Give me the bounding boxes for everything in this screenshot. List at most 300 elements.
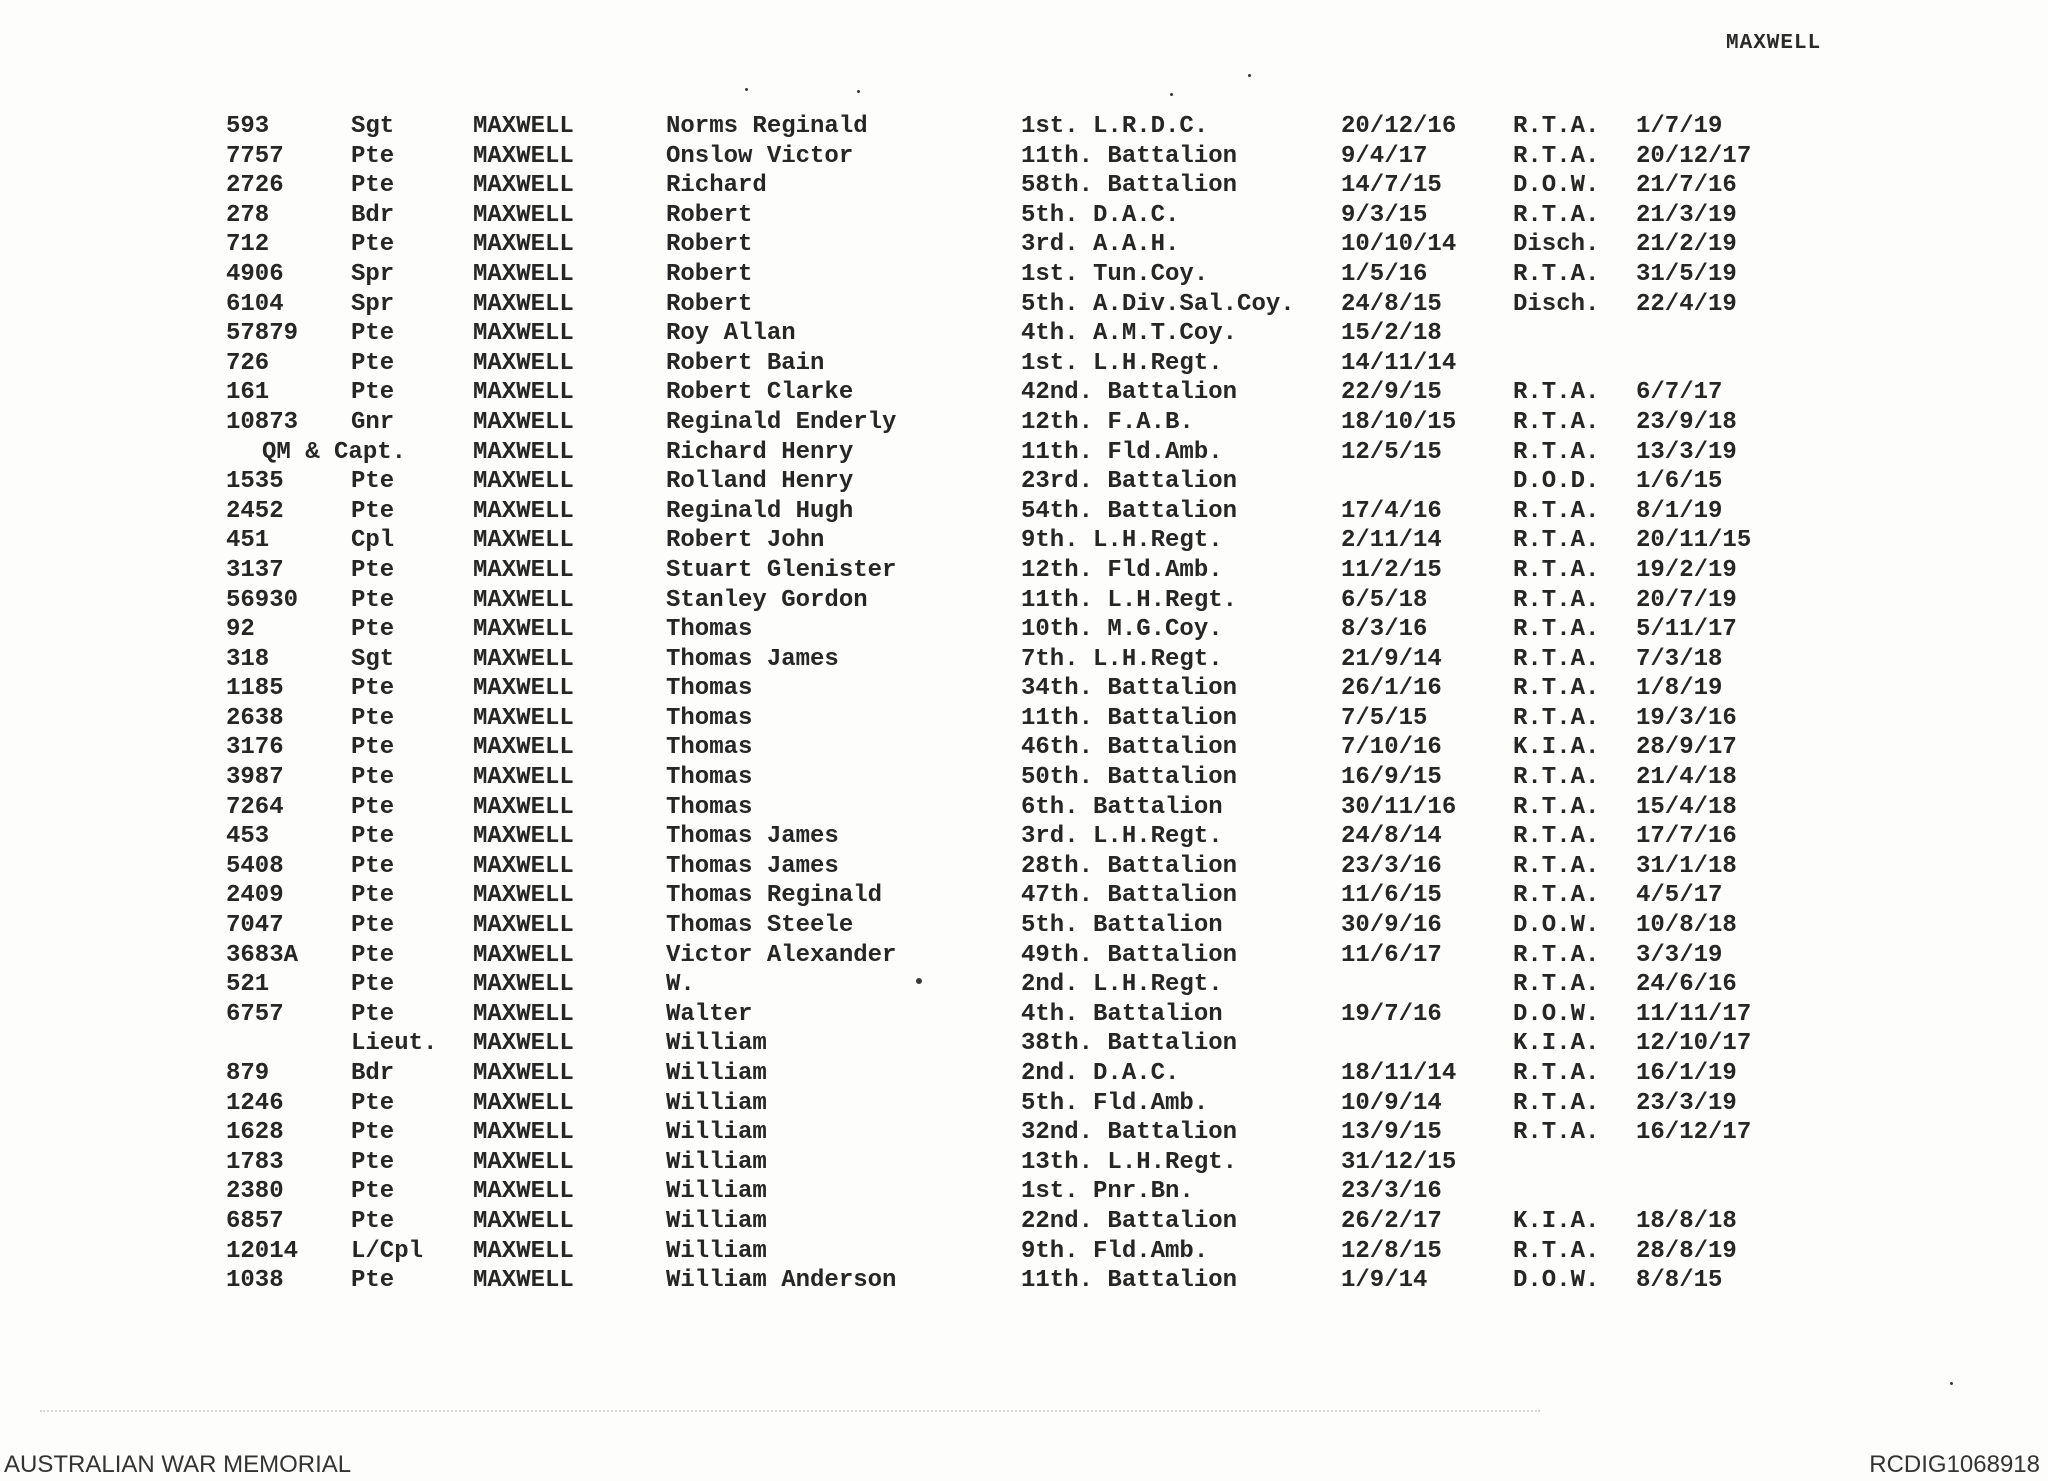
surname: MAXWELL — [473, 172, 574, 200]
fate-date: 13/3/19 — [1636, 438, 1737, 466]
service-number: 1038 — [226, 1267, 284, 1295]
fate: K.I.A. — [1513, 1030, 1600, 1058]
surname: MAXWELL — [473, 497, 574, 525]
service-number: 6857 — [226, 1207, 284, 1235]
given-names: Thomas Reginald — [666, 882, 883, 910]
archive-credit: AUSTRALIAN WAR MEMORIAL — [4, 1451, 352, 1478]
fate-date: 20/11/15 — [1636, 527, 1752, 555]
fate: R.T.A. — [1513, 645, 1600, 673]
fate: R.T.A. — [1513, 971, 1600, 999]
given-names: Thomas Steele — [666, 912, 854, 940]
enlistment-date: 11/6/17 — [1341, 941, 1442, 969]
given-names: William — [666, 1060, 767, 1087]
fate: R.T.A. — [1513, 379, 1600, 407]
fate-date: 28/8/19 — [1636, 1237, 1737, 1265]
fate: R.T.A. — [1513, 764, 1600, 792]
surname: MAXWELL — [473, 586, 574, 614]
unit: 12th. F.A.B. — [1021, 408, 1194, 436]
surname: MAXWELL — [473, 1000, 574, 1028]
rank: Pte — [351, 1148, 395, 1176]
rank: Sgt — [351, 113, 395, 140]
fate: R.T.A. — [1513, 1237, 1600, 1265]
given-names: W. — [666, 971, 695, 999]
unit: 9th. Fld.Amb. — [1021, 1237, 1209, 1265]
surname: MAXWELL — [473, 408, 574, 436]
unit: 46th. Battalion — [1021, 734, 1238, 762]
given-names: Richard — [666, 172, 767, 200]
unit: 1st. Pnr.Bn. — [1021, 1178, 1194, 1206]
rank: Pte — [351, 912, 395, 940]
rank: Pte — [351, 616, 395, 644]
enlistment-date: 31/12/15 — [1341, 1148, 1457, 1176]
unit: 49th. Battalion — [1021, 941, 1238, 969]
surname: MAXWELL — [473, 882, 574, 910]
rank: Pte — [351, 379, 395, 407]
enlistment-date: 10/9/14 — [1341, 1089, 1442, 1117]
service-number: 56930 — [226, 586, 299, 614]
fate: Disch. — [1513, 231, 1600, 259]
fate-date: 1/8/19 — [1636, 675, 1723, 703]
surname: MAXWELL — [473, 142, 574, 170]
surname: MAXWELL — [473, 379, 574, 407]
unit: 11th. Battalion — [1021, 1267, 1238, 1295]
service-number: 1535 — [226, 468, 284, 496]
given-names: Stanley Gordon — [666, 586, 868, 614]
unit: 10th. M.G.Coy. — [1021, 616, 1223, 644]
service-number: 6104 — [226, 290, 284, 318]
given-names: Onslow Victor — [666, 142, 854, 170]
service-number: 278 — [226, 201, 270, 229]
fate: R.T.A. — [1513, 882, 1600, 910]
archive-reference: RCDIG1068918 — [1869, 1451, 2040, 1478]
unit: 1st. L.R.D.C. — [1021, 113, 1209, 140]
fate: R.T.A. — [1513, 438, 1600, 466]
rank: Pte — [351, 1207, 395, 1235]
service-number: 593 — [226, 113, 270, 140]
service-number: 4906 — [226, 260, 284, 288]
fate-date: 5/11/17 — [1636, 616, 1737, 644]
surname: MAXWELL — [473, 320, 574, 348]
rank: Pte — [351, 971, 395, 999]
enlistment-date: 12/5/15 — [1341, 438, 1442, 466]
unit: 12th. Fld.Amb. — [1021, 556, 1223, 584]
fate-date: 31/5/19 — [1636, 260, 1737, 288]
ink-speck — [857, 90, 860, 93]
enlistment-date: 14/11/14 — [1341, 349, 1457, 377]
service-number: 2380 — [226, 1178, 284, 1206]
surname: MAXWELL — [473, 468, 574, 496]
enlistment-date: 17/4/16 — [1341, 497, 1442, 525]
unit: 9th. L.H.Regt. — [1021, 527, 1223, 555]
ink-speck — [1950, 1382, 1953, 1385]
fate: R.T.A. — [1513, 497, 1600, 525]
fate: R.T.A. — [1513, 704, 1600, 732]
fate: R.T.A. — [1513, 675, 1600, 703]
given-names: Thomas — [666, 734, 753, 762]
enlistment-date: 6/5/18 — [1341, 586, 1428, 614]
unit: 23rd. Battalion — [1021, 468, 1238, 496]
enlistment-date: 13/9/15 — [1341, 1119, 1442, 1147]
fate: R.T.A. — [1513, 260, 1600, 288]
given-names: Thomas — [666, 764, 753, 792]
given-names: Thomas — [666, 616, 753, 644]
rank: Pte — [351, 941, 395, 969]
rank: Pte — [351, 1178, 395, 1206]
enlistment-date: 26/1/16 — [1341, 675, 1442, 703]
fate: R.T.A. — [1513, 408, 1600, 436]
surname: MAXWELL — [473, 1119, 574, 1147]
fate-date: 23/3/19 — [1636, 1089, 1737, 1117]
fate-date: 4/5/17 — [1636, 882, 1723, 910]
surname: MAXWELL — [473, 1237, 574, 1265]
fate-date: 31/1/18 — [1636, 852, 1737, 880]
enlistment-date: 20/12/16 — [1341, 113, 1457, 140]
given-names: Reginald Enderly — [666, 408, 897, 436]
surname: MAXWELL — [473, 1178, 574, 1206]
rank: Pte — [351, 586, 395, 614]
enlistment-date: 11/6/15 — [1341, 882, 1442, 910]
unit: 5th. Fld.Amb. — [1021, 1089, 1209, 1117]
fate-date: 20/12/17 — [1636, 142, 1752, 170]
enlistment-date: 11/2/15 — [1341, 556, 1442, 584]
fate-date: 19/3/16 — [1636, 704, 1737, 732]
rank: Pte — [351, 882, 395, 910]
enlistment-date: 1/5/16 — [1341, 260, 1428, 288]
rank: Pte — [351, 793, 395, 821]
ink-speck — [1170, 93, 1173, 96]
service-number: 92 — [226, 616, 255, 644]
enlistment-date: 23/3/16 — [1341, 1178, 1442, 1206]
rank: Pte — [351, 1089, 395, 1117]
service-number: 2452 — [226, 497, 284, 525]
unit: 22nd. Battalion — [1021, 1207, 1238, 1235]
surname: MAXWELL — [473, 941, 574, 969]
unit: 2nd. L.H.Regt. — [1021, 971, 1223, 999]
fate: R.T.A. — [1513, 1060, 1600, 1087]
enlistment-date: 14/7/15 — [1341, 172, 1442, 200]
surname: MAXWELL — [473, 1089, 574, 1117]
page-surname-heading: MAXWELL — [1726, 32, 1822, 55]
fate-date: 1/7/19 — [1636, 113, 1723, 140]
given-names: Thomas — [666, 675, 753, 703]
surname: MAXWELL — [473, 1060, 574, 1087]
fate: R.T.A. — [1513, 113, 1600, 140]
surname: MAXWELL — [473, 290, 574, 318]
fate-date: 8/8/15 — [1636, 1267, 1723, 1295]
enlistment-date: 22/9/15 — [1341, 379, 1442, 407]
ink-speck — [1248, 74, 1251, 77]
enlistment-date: 19/7/16 — [1341, 1000, 1442, 1028]
enlistment-date: 18/11/14 — [1341, 1060, 1457, 1087]
enlistment-date: 26/2/17 — [1341, 1207, 1442, 1235]
rank: Pte — [351, 1119, 395, 1147]
service-number: 161 — [226, 379, 270, 407]
service-number: 2638 — [226, 704, 284, 732]
enlistment-date: 16/9/15 — [1341, 764, 1442, 792]
given-names: Norms Reginald — [666, 113, 868, 140]
fate: R.T.A. — [1513, 941, 1600, 969]
fate-date: 21/7/16 — [1636, 172, 1737, 200]
fate-date: 18/8/18 — [1636, 1207, 1737, 1235]
fate-date: 21/3/19 — [1636, 201, 1737, 229]
rank: Cpl — [351, 527, 395, 555]
fate-date: 19/2/19 — [1636, 556, 1737, 584]
fate-date: 6/7/17 — [1636, 379, 1723, 407]
unit: 11th. Battalion — [1021, 142, 1238, 170]
rank: Pte — [351, 1000, 395, 1028]
service-number: 3176 — [226, 734, 284, 762]
enlistment-date: 9/3/15 — [1341, 201, 1428, 229]
unit: 47th. Battalion — [1021, 882, 1238, 910]
enlistment-date: 12/8/15 — [1341, 1237, 1442, 1265]
rank: Gnr — [351, 408, 395, 436]
rank: Pte — [351, 704, 395, 732]
unit: 11th. Battalion — [1021, 704, 1238, 732]
service-number: 57879 — [226, 320, 299, 348]
unit: 5th. D.A.C. — [1021, 201, 1180, 229]
rank: Bdr — [351, 201, 395, 229]
rank: Bdr — [351, 1060, 395, 1087]
given-names: Robert Bain — [666, 349, 825, 377]
enlistment-date: 24/8/15 — [1341, 290, 1442, 318]
enlistment-date: 7/5/15 — [1341, 704, 1428, 732]
fate: R.T.A. — [1513, 852, 1600, 880]
given-names: Roy Allan — [666, 320, 796, 348]
enlistment-date: 15/2/18 — [1341, 320, 1442, 348]
service-number: 3137 — [226, 556, 284, 584]
surname: MAXWELL — [473, 734, 574, 762]
unit: 6th. Battalion — [1021, 793, 1223, 821]
rank: Pte — [351, 764, 395, 792]
surname: MAXWELL — [473, 1207, 574, 1235]
fate: D.O.W. — [1513, 172, 1600, 200]
service-number: 1246 — [226, 1089, 284, 1117]
surname: MAXWELL — [473, 675, 574, 703]
enlistment-date: 9/4/17 — [1341, 142, 1428, 170]
service-number: 453 — [226, 823, 270, 851]
given-names: Robert — [666, 260, 753, 288]
unit: 50th. Battalion — [1021, 764, 1238, 792]
service-number: 879 — [226, 1060, 270, 1087]
surname: MAXWELL — [473, 764, 574, 792]
surname: MAXWELL — [473, 438, 574, 466]
fate-date: 23/9/18 — [1636, 408, 1737, 436]
service-number: 7047 — [226, 912, 284, 940]
given-names: William — [666, 1119, 767, 1147]
enlistment-date: 23/3/16 — [1341, 852, 1442, 880]
given-names: Thomas — [666, 704, 753, 732]
unit: 28th. Battalion — [1021, 852, 1238, 880]
enlistment-date: 18/10/15 — [1341, 408, 1457, 436]
given-names: Rolland Henry — [666, 468, 854, 496]
enlistment-date: 10/10/14 — [1341, 231, 1457, 259]
fate: K.I.A. — [1513, 1207, 1600, 1235]
service-number: 521 — [226, 971, 270, 999]
given-names: Robert — [666, 290, 753, 318]
fate: Disch. — [1513, 290, 1600, 318]
given-names: Robert Clarke — [666, 379, 854, 407]
given-names: William — [666, 1207, 767, 1235]
rank: Pte — [351, 823, 395, 851]
fate-date: 21/4/18 — [1636, 764, 1737, 792]
rank: Pte — [351, 320, 395, 348]
service-number: 7757 — [226, 142, 284, 170]
surname: MAXWELL — [473, 645, 574, 673]
service-number: 3683A — [226, 941, 299, 969]
enlistment-date: 24/8/14 — [1341, 823, 1442, 851]
surname: MAXWELL — [473, 556, 574, 584]
fate: R.T.A. — [1513, 1089, 1600, 1117]
fate-date: 10/8/18 — [1636, 912, 1737, 940]
given-names: William — [666, 1148, 767, 1176]
fate-date: 24/6/16 — [1636, 971, 1737, 999]
service-number: 1783 — [226, 1148, 284, 1176]
surname: MAXWELL — [473, 1267, 574, 1295]
scan-edge-line — [40, 1410, 1540, 1412]
enlistment-date: 7/10/16 — [1341, 734, 1442, 762]
given-names: Richard Henry — [666, 438, 854, 466]
enlistment-date: 1/9/14 — [1341, 1267, 1428, 1295]
given-names: William Anderson — [666, 1267, 897, 1295]
fate-date: 21/2/19 — [1636, 231, 1737, 259]
enlistment-date: 8/3/16 — [1341, 616, 1428, 644]
service-number: 12014 — [226, 1237, 299, 1265]
fate: R.T.A. — [1513, 616, 1600, 644]
unit: 13th. L.H.Regt. — [1021, 1148, 1238, 1176]
rank: Pte — [351, 231, 395, 259]
unit: 38th. Battalion — [1021, 1030, 1238, 1058]
surname: MAXWELL — [473, 527, 574, 555]
service-number: 3987 — [226, 764, 284, 792]
fate: R.T.A. — [1513, 527, 1600, 555]
fate: D.O.W. — [1513, 912, 1600, 940]
fate: R.T.A. — [1513, 556, 1600, 584]
rank: Pte — [351, 1267, 395, 1295]
service-number: 2726 — [226, 172, 284, 200]
given-names: Thomas — [666, 793, 753, 821]
rank: Sgt — [351, 645, 395, 673]
rank: Lieut. — [351, 1030, 438, 1058]
surname: MAXWELL — [473, 971, 574, 999]
ink-speck — [745, 88, 748, 91]
fate-date: 15/4/18 — [1636, 793, 1737, 821]
enlistment-date: 2/11/14 — [1341, 527, 1442, 555]
surname: MAXWELL — [473, 113, 574, 140]
surname: MAXWELL — [473, 793, 574, 821]
unit: 34th. Battalion — [1021, 675, 1238, 703]
rank: Pte — [351, 675, 395, 703]
surname: MAXWELL — [473, 1030, 574, 1058]
fate: R.T.A. — [1513, 586, 1600, 614]
unit: 5th. A.Div.Sal.Coy. — [1021, 290, 1295, 318]
rank: Spr — [351, 290, 395, 318]
service-number: 318 — [226, 645, 270, 673]
rank: QM & Capt. — [262, 438, 407, 466]
given-names: Thomas James — [666, 852, 839, 880]
surname: MAXWELL — [473, 260, 574, 288]
service-number: 1628 — [226, 1119, 284, 1147]
service-number: 6757 — [226, 1000, 284, 1028]
unit: 7th. L.H.Regt. — [1021, 645, 1223, 673]
ink-speck — [916, 978, 922, 984]
rank: Pte — [351, 734, 395, 762]
unit: 1st. L.H.Regt. — [1021, 349, 1223, 377]
service-number: 2409 — [226, 882, 284, 910]
service-number: 7264 — [226, 793, 284, 821]
surname: MAXWELL — [473, 231, 574, 259]
given-names: Robert John — [666, 527, 825, 555]
given-names: William — [666, 1237, 767, 1265]
unit: 2nd. D.A.C. — [1021, 1060, 1180, 1087]
fate: R.T.A. — [1513, 142, 1600, 170]
rank: Pte — [351, 556, 395, 584]
unit: 11th. Fld.Amb. — [1021, 438, 1223, 466]
unit: 3rd. A.A.H. — [1021, 231, 1180, 259]
service-number: 726 — [226, 349, 270, 377]
unit: 58th. Battalion — [1021, 172, 1238, 200]
rank: Pte — [351, 852, 395, 880]
fate: R.T.A. — [1513, 201, 1600, 229]
fate: D.O.W. — [1513, 1267, 1600, 1295]
given-names: William — [666, 1030, 767, 1058]
given-names: Robert — [666, 231, 753, 259]
surname: MAXWELL — [473, 349, 574, 377]
fate: R.T.A. — [1513, 1119, 1600, 1147]
fate: D.O.D. — [1513, 468, 1600, 496]
fate-date: 7/3/18 — [1636, 645, 1723, 673]
service-number: 712 — [226, 231, 270, 259]
fate-date: 8/1/19 — [1636, 497, 1723, 525]
fate-date: 16/12/17 — [1636, 1119, 1752, 1147]
fate-date: 11/11/17 — [1636, 1000, 1752, 1028]
fate: R.T.A. — [1513, 793, 1600, 821]
rank: Pte — [351, 468, 395, 496]
unit: 5th. Battalion — [1021, 912, 1223, 940]
given-names: Reginald Hugh — [666, 497, 854, 525]
unit: 32nd. Battalion — [1021, 1119, 1238, 1147]
rank: Pte — [351, 142, 395, 170]
service-number: 1185 — [226, 675, 284, 703]
fate-date: 12/10/17 — [1636, 1030, 1752, 1058]
given-names: Robert — [666, 201, 753, 229]
rank: Spr — [351, 260, 395, 288]
given-names: Stuart Glenister — [666, 556, 897, 584]
fate-date: 1/6/15 — [1636, 468, 1723, 496]
service-number: 5408 — [226, 852, 284, 880]
given-names: Walter — [666, 1000, 753, 1028]
fate-date: 16/1/19 — [1636, 1060, 1737, 1087]
rank: L/Cpl — [351, 1237, 424, 1265]
surname: MAXWELL — [473, 1148, 574, 1176]
given-names: Thomas James — [666, 645, 839, 673]
enlistment-date: 30/9/16 — [1341, 912, 1442, 940]
given-names: William — [666, 1178, 767, 1206]
fate-date: 22/4/19 — [1636, 290, 1737, 318]
unit: 1st. Tun.Coy. — [1021, 260, 1209, 288]
rank: Pte — [351, 172, 395, 200]
fate-date: 20/7/19 — [1636, 586, 1737, 614]
fate-date: 28/9/17 — [1636, 734, 1737, 762]
unit: 54th. Battalion — [1021, 497, 1238, 525]
rank: Pte — [351, 349, 395, 377]
given-names: William — [666, 1089, 767, 1117]
given-names: Thomas James — [666, 823, 839, 851]
surname: MAXWELL — [473, 852, 574, 880]
surname: MAXWELL — [473, 616, 574, 644]
enlistment-date: 30/11/16 — [1341, 793, 1457, 821]
unit: 42nd. Battalion — [1021, 379, 1238, 407]
surname: MAXWELL — [473, 823, 574, 851]
